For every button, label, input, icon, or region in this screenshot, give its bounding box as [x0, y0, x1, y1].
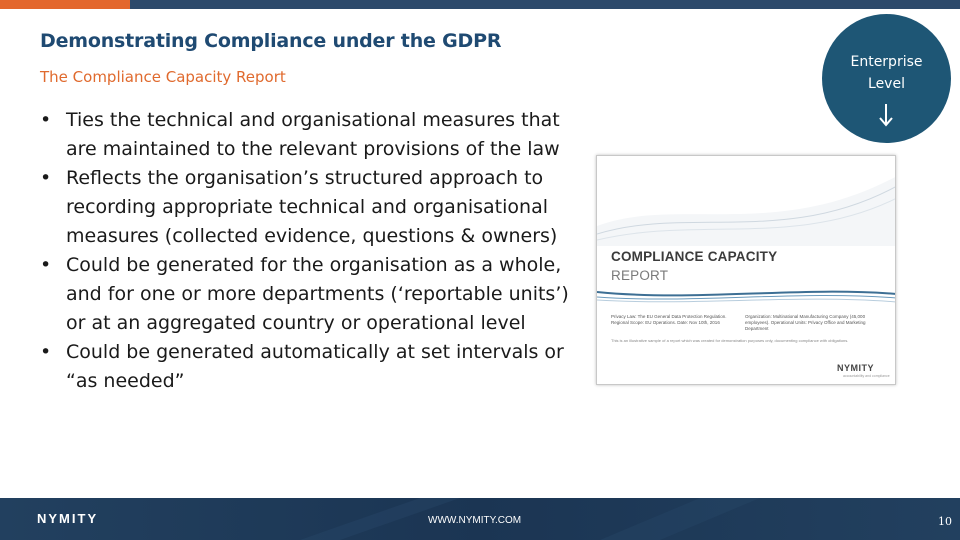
badge-line-2: Level — [868, 76, 905, 92]
report-divider-graphic — [597, 284, 896, 304]
footer-bar — [0, 498, 960, 540]
report-subtitle: REPORT — [611, 268, 669, 283]
report-tagline: accountability and compliance — [843, 374, 890, 378]
bullet-glyph: • — [40, 109, 52, 131]
bullet-glyph: • — [40, 254, 52, 276]
page-number: 10 — [938, 515, 952, 528]
top-bar-accent — [0, 0, 130, 9]
footer-logo: NYMITY — [37, 511, 99, 526]
bullet-glyph: • — [40, 167, 52, 189]
bullet-glyph: • — [40, 341, 52, 363]
slide-title: Demonstrating Compliance under the GDPR — [40, 30, 502, 52]
bullet-text: Could be generated for the organisation as a whole, and for one or more departments (‘reportable units’) or at an aggregated country or operational level — [66, 254, 569, 334]
report-header-graphic — [597, 156, 896, 246]
bullet-text: Reflects the organisation’s structured approach to recording appropriate technical and organisational measures (collected evidence, questions & owners) — [66, 167, 558, 247]
enterprise-level-badge — [822, 14, 951, 143]
bullet-list — [40, 106, 585, 396]
footer-url[interactable]: WWW.NYMITY.COM — [428, 515, 522, 526]
bullet-item — [40, 106, 585, 164]
down-arrow-icon — [875, 102, 897, 128]
top-bar — [0, 0, 960, 9]
report-meta-left: Privacy Law: The EU General Data Protection Regulation. Regional Scope: EU Operations. Date: Nov 10th, 2016 — [611, 314, 727, 325]
report-note: This is an illustrative sample of a report which was created for demonstration purposes only, documenting compliance with obligations. — [611, 338, 849, 343]
badge-line-1: Enterprise — [850, 54, 923, 70]
report-logo: NYMITY — [837, 363, 875, 373]
report-meta-right: Organization: Multinational Manufacturing Company (45,000 employees). Operational Units: Privacy Office and Marketing Department — [745, 314, 866, 331]
report-title: COMPLIANCE CAPACITY — [611, 249, 778, 264]
report-thumbnail — [596, 155, 896, 385]
bullet-item — [40, 251, 585, 338]
bullet-text: Could be generated automatically at set intervals or “as needed” — [66, 341, 564, 392]
bullet-text: Ties the technical and organisational measures that are maintained to the relevant provisions of the law — [66, 109, 560, 160]
slide-subtitle: The Compliance Capacity Report — [40, 68, 286, 86]
bullet-item — [40, 338, 585, 396]
bullet-item — [40, 164, 585, 251]
